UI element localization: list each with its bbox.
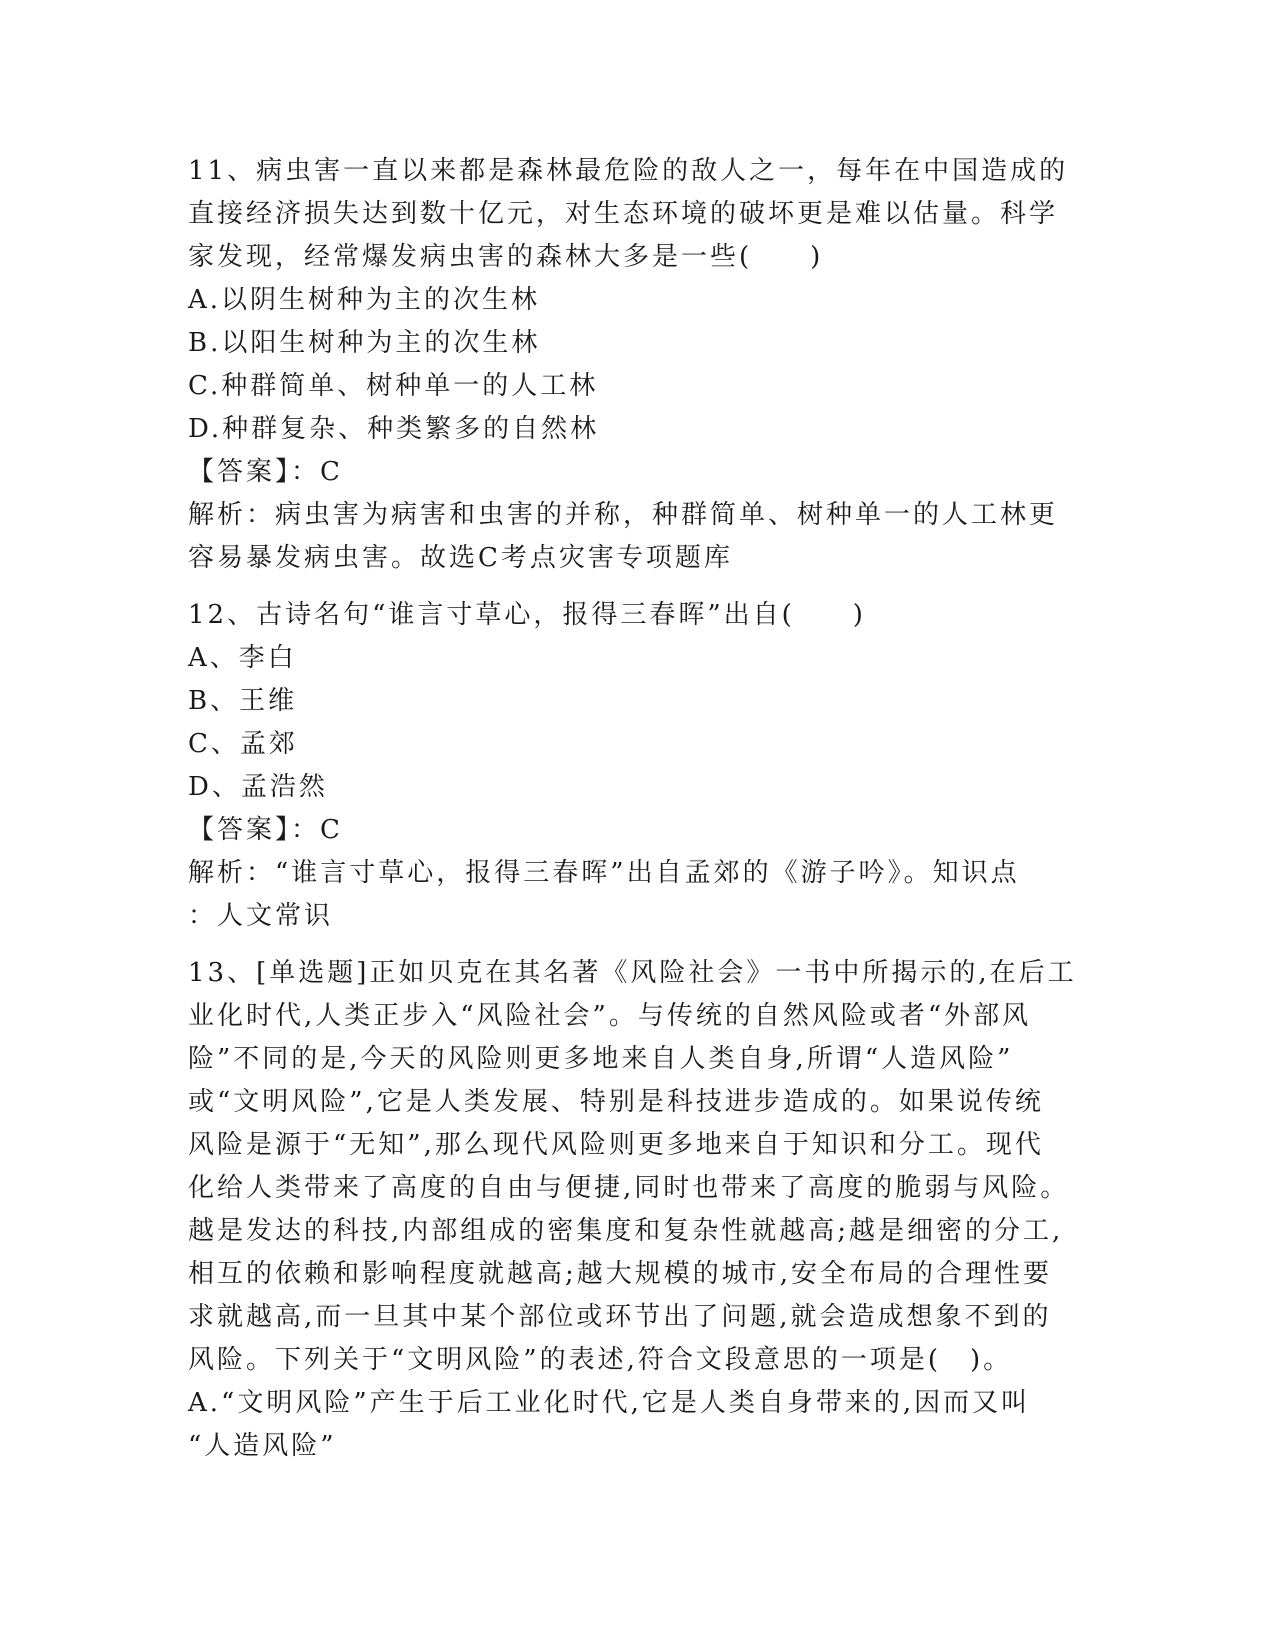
question-stem-line: 风险是源于“无知”,那么现代风险则更多地来自于知识和分工。现代 bbox=[188, 1130, 1044, 1160]
question-11 bbox=[188, 150, 1088, 580]
answer-line: 【答案】：C bbox=[188, 815, 343, 845]
question-stem-line: 直接经济损失达到数十亿元，对生态环境的破坏更是难以估量。科学 bbox=[188, 199, 1059, 229]
option-a: A.“文明风险”产生于后工业化时代,它是人类自身带来的,因而又叫 bbox=[188, 1388, 1031, 1418]
option-a-continued: “人造风险” bbox=[188, 1431, 337, 1461]
question-stem-line: 相互的依赖和影响程度就越高;越大规模的城市,安全布局的合理性要 bbox=[188, 1259, 1053, 1289]
question-stem-line: 求就越高,而一旦其中某个部位或环节出了问题,就会造成想象不到的 bbox=[188, 1302, 1052, 1332]
document-body bbox=[188, 150, 1088, 1468]
question-13 bbox=[188, 952, 1088, 1468]
question-stem-line: 家发现，经常爆发病虫害的森林大多是一些( ) bbox=[188, 242, 824, 272]
analysis-line: 解析：病虫害为病害和虫害的并称，种群简单、树种单一的人工林更 bbox=[188, 500, 1059, 530]
option-d: D.种群复杂、种类繁多的自然林 bbox=[188, 414, 600, 444]
question-stem-line: 风险。下列关于“文明风险”的表述,符合文段意思的一项是( )。 bbox=[188, 1345, 1013, 1375]
question-stem-line: 越是发达的科技,内部组成的密集度和复杂性就越高;越是细密的分工, bbox=[188, 1216, 1064, 1246]
question-stem-line: 业化时代,人类正步入“风险社会”。与传统的自然风险或者“外部风 bbox=[188, 1001, 1032, 1031]
question-stem-line: 13、[单选题]正如贝克在其名著《风险社会》一书中所揭示的,在后工 bbox=[188, 958, 1077, 988]
option-d: D、孟浩然 bbox=[188, 772, 328, 802]
analysis-line: 容易暴发病虫害。故选C考点灾害专项题库 bbox=[188, 543, 733, 573]
question-12 bbox=[188, 594, 1088, 938]
analysis-line: ：人文常识 bbox=[188, 901, 334, 931]
option-b: B、王维 bbox=[188, 686, 298, 716]
question-stem-line: 化给人类带来了高度的自由与便捷,同时也带来了高度的脆弱与风险。 bbox=[188, 1173, 1070, 1203]
analysis-line: 解析：“谁言寸草心，报得三春晖”出自孟郊的《游子吟》。知识点 bbox=[188, 858, 1020, 888]
option-a: A、李白 bbox=[188, 643, 297, 673]
question-stem-line: 或“文明风险”,它是人类发展、特别是科技进步造成的。如果说传统 bbox=[188, 1087, 1044, 1117]
option-c: C.种群简单、树种单一的人工林 bbox=[188, 371, 599, 401]
question-spacer bbox=[188, 580, 1088, 594]
option-a: A.以阴生树种为主的次生林 bbox=[188, 285, 541, 315]
answer-line: 【答案】：C bbox=[188, 457, 343, 487]
question-spacer bbox=[188, 938, 1088, 952]
question-stem-line: 险”不同的是,今天的风险则更多地来自人类自身,所谓“人造风险” bbox=[188, 1044, 1014, 1074]
option-b: B.以阳生树种为主的次生林 bbox=[188, 328, 541, 358]
question-stem-line: 12、古诗名句“谁言寸草心，报得三春晖”出自( ) bbox=[188, 600, 866, 630]
option-c: C、孟郊 bbox=[188, 729, 298, 759]
question-stem-line: 11、病虫害一直以来都是森林最危险的敌人之一，每年在中国造成的 bbox=[188, 156, 1069, 186]
